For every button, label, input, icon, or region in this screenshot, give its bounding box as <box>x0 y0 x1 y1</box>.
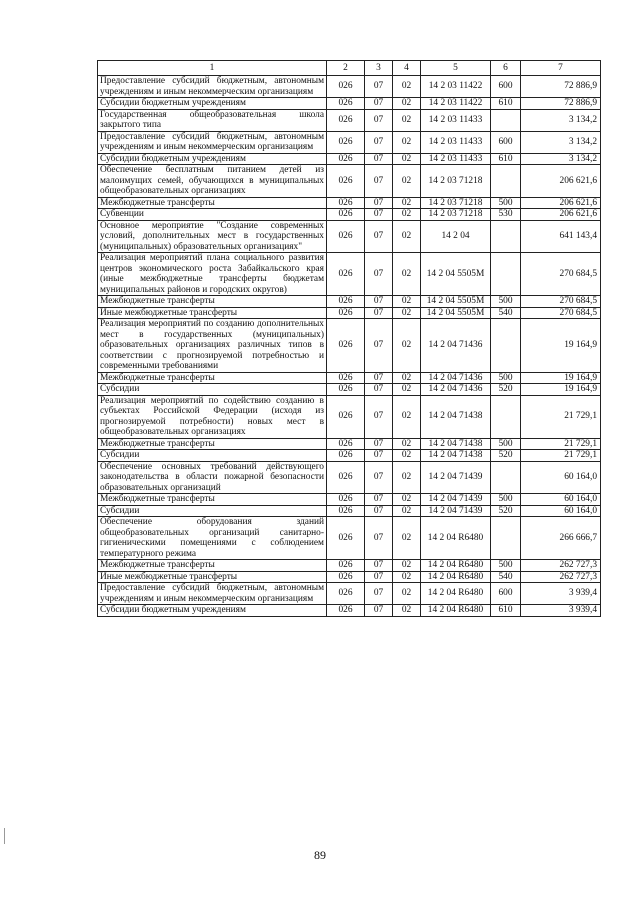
page-number: 89 <box>314 848 326 862</box>
row-expense-type-cell <box>491 220 521 253</box>
row-code-cell: 026 <box>327 505 365 517</box>
row-section-cell: 07 <box>365 605 393 617</box>
row-name-cell: Субвенции <box>98 209 327 221</box>
row-section-cell: 07 <box>365 296 393 308</box>
row-code-cell: 026 <box>327 296 365 308</box>
row-name-cell: Реализация мероприятий по созданию дополнительных мест в государственных (муниципальных) образовательных организациях различных типов в соответствии с прогнозируемой потребностью и современными требованиями <box>98 319 327 373</box>
row-code-cell: 026 <box>327 307 365 319</box>
table-row <box>98 209 601 221</box>
row-name-cell: Субсидии <box>98 384 327 396</box>
table-row <box>98 109 601 131</box>
row-target-article-cell: 14 2 03 11433 <box>421 109 491 131</box>
row-section-cell: 07 <box>365 109 393 131</box>
row-amount-cell: 19 164,9 <box>521 372 601 384</box>
row-section-cell: 07 <box>365 220 393 253</box>
row-code-cell: 026 <box>327 461 365 494</box>
row-target-article-cell: 14 2 03 71218 <box>421 209 491 221</box>
row-target-article-cell: 14 2 03 11422 <box>421 98 491 110</box>
table-row <box>98 583 601 605</box>
row-amount-cell: 21 729,1 <box>521 395 601 438</box>
row-section-cell: 07 <box>365 307 393 319</box>
scan-edge-mark <box>4 828 5 844</box>
table-row <box>98 571 601 583</box>
table-row <box>98 319 601 373</box>
row-code-cell: 026 <box>327 209 365 221</box>
row-section-cell: 07 <box>365 494 393 506</box>
table-row <box>98 76 601 98</box>
column-header-1: 1 <box>98 61 327 76</box>
table-row <box>98 153 601 165</box>
row-subsection-cell: 02 <box>393 450 421 462</box>
row-section-cell: 07 <box>365 319 393 373</box>
row-target-article-cell: 14 2 03 11422 <box>421 76 491 98</box>
row-subsection-cell: 02 <box>393 131 421 153</box>
row-subsection-cell: 02 <box>393 461 421 494</box>
row-expense-type-cell <box>491 253 521 296</box>
row-name-cell: Предоставление субсидий бюджетным, автономным учреждениям и иным некоммерческим организациям <box>98 583 327 605</box>
table-row <box>98 384 601 396</box>
row-target-article-cell: 14 2 04 R6480 <box>421 583 491 605</box>
row-section-cell: 07 <box>365 560 393 572</box>
row-expense-type-cell: 600 <box>491 131 521 153</box>
row-amount-cell: 60 164,0 <box>521 494 601 506</box>
row-amount-cell: 3 939,4 <box>521 605 601 617</box>
budget-table <box>97 60 601 617</box>
row-subsection-cell: 02 <box>393 165 421 198</box>
row-subsection-cell: 02 <box>393 395 421 438</box>
row-target-article-cell: 14 2 04 71438 <box>421 450 491 462</box>
row-subsection-cell: 02 <box>393 253 421 296</box>
row-amount-cell: 72 886,9 <box>521 76 601 98</box>
row-section-cell: 07 <box>365 98 393 110</box>
row-name-cell: Обеспечение бесплатным питанием детей из малоимущих семей, обучающихся в муниципальных общеобразовательных организациях <box>98 165 327 198</box>
row-expense-type-cell: 500 <box>491 438 521 450</box>
row-amount-cell: 206 621,6 <box>521 197 601 209</box>
row-amount-cell: 3 939,4 <box>521 583 601 605</box>
row-name-cell: Субсидии <box>98 505 327 517</box>
row-expense-type-cell: 500 <box>491 197 521 209</box>
column-header-2: 2 <box>327 61 365 76</box>
row-name-cell: Иные межбюджетные трансферты <box>98 571 327 583</box>
row-subsection-cell: 02 <box>393 560 421 572</box>
row-amount-cell: 262 727,3 <box>521 571 601 583</box>
row-target-article-cell: 14 2 03 71218 <box>421 165 491 198</box>
table-row <box>98 98 601 110</box>
row-amount-cell: 3 134,2 <box>521 109 601 131</box>
row-code-cell: 026 <box>327 372 365 384</box>
table-body <box>98 76 601 617</box>
row-subsection-cell: 02 <box>393 438 421 450</box>
row-subsection-cell: 02 <box>393 571 421 583</box>
row-expense-type-cell: 520 <box>491 384 521 396</box>
row-code-cell: 026 <box>327 109 365 131</box>
row-code-cell: 026 <box>327 197 365 209</box>
table-row <box>98 307 601 319</box>
row-section-cell: 07 <box>365 450 393 462</box>
row-section-cell: 07 <box>365 395 393 438</box>
row-name-cell: Межбюджетные трансферты <box>98 296 327 308</box>
row-code-cell: 026 <box>327 450 365 462</box>
row-amount-cell: 60 164,0 <box>521 505 601 517</box>
row-expense-type-cell: 500 <box>491 560 521 572</box>
row-target-article-cell: 14 2 04 R6480 <box>421 517 491 560</box>
row-target-article-cell: 14 2 04 71439 <box>421 505 491 517</box>
table-row <box>98 296 601 308</box>
row-expense-type-cell: 600 <box>491 583 521 605</box>
row-subsection-cell: 02 <box>393 109 421 131</box>
row-amount-cell: 72 886,9 <box>521 98 601 110</box>
table-row <box>98 220 601 253</box>
row-target-article-cell: 14 2 04 5505М <box>421 253 491 296</box>
row-subsection-cell: 02 <box>393 153 421 165</box>
row-amount-cell: 19 164,9 <box>521 384 601 396</box>
row-code-cell: 026 <box>327 438 365 450</box>
row-expense-type-cell: 520 <box>491 505 521 517</box>
row-amount-cell: 21 729,1 <box>521 450 601 462</box>
row-name-cell: Межбюджетные трансферты <box>98 494 327 506</box>
row-section-cell: 07 <box>365 571 393 583</box>
table-row <box>98 197 601 209</box>
row-name-cell: Межбюджетные трансферты <box>98 197 327 209</box>
row-subsection-cell: 02 <box>393 220 421 253</box>
table-row <box>98 395 601 438</box>
row-subsection-cell: 02 <box>393 505 421 517</box>
row-name-cell: Межбюджетные трансферты <box>98 372 327 384</box>
row-section-cell: 07 <box>365 131 393 153</box>
table-row <box>98 494 601 506</box>
row-name-cell: Субсидии бюджетным учреждениям <box>98 605 327 617</box>
row-name-cell: Реализация мероприятий плана социального развития центров экономического роста Забайкальского края (иные межбюджетные трансферты бюджетам муниципальных районов и городских округов) <box>98 253 327 296</box>
row-expense-type-cell <box>491 319 521 373</box>
table-row <box>98 505 601 517</box>
row-subsection-cell: 02 <box>393 197 421 209</box>
row-subsection-cell: 02 <box>393 605 421 617</box>
row-amount-cell: 270 684,5 <box>521 296 601 308</box>
row-section-cell: 07 <box>365 165 393 198</box>
row-name-cell: Реализация мероприятий по содействию созданию в субъектах Российской Федерации (исходя из прогнозируемой потребности) новых мест в общеобразовательных организациях <box>98 395 327 438</box>
table-row <box>98 438 601 450</box>
row-section-cell: 07 <box>365 583 393 605</box>
row-amount-cell: 206 621,6 <box>521 165 601 198</box>
row-subsection-cell: 02 <box>393 209 421 221</box>
row-code-cell: 026 <box>327 131 365 153</box>
row-target-article-cell: 14 2 04 5505М <box>421 307 491 319</box>
row-expense-type-cell <box>491 517 521 560</box>
row-code-cell: 026 <box>327 319 365 373</box>
row-target-article-cell: 14 2 04 <box>421 220 491 253</box>
row-target-article-cell: 14 2 04 71438 <box>421 395 491 438</box>
row-amount-cell: 3 134,2 <box>521 131 601 153</box>
row-expense-type-cell <box>491 395 521 438</box>
row-code-cell: 026 <box>327 583 365 605</box>
row-expense-type-cell: 600 <box>491 76 521 98</box>
column-header-5: 5 <box>421 61 491 76</box>
row-section-cell: 07 <box>365 461 393 494</box>
row-subsection-cell: 02 <box>393 494 421 506</box>
table-row <box>98 253 601 296</box>
row-expense-type-cell: 610 <box>491 98 521 110</box>
row-target-article-cell: 14 2 03 11433 <box>421 131 491 153</box>
row-name-cell: Основное мероприятие "Создание современных условий, дополнительных мест в государственных (муниципальных) образовательных организациях" <box>98 220 327 253</box>
row-target-article-cell: 14 2 04 71436 <box>421 384 491 396</box>
row-amount-cell: 266 666,7 <box>521 517 601 560</box>
row-amount-cell: 270 684,5 <box>521 253 601 296</box>
row-target-article-cell: 14 2 04 71438 <box>421 438 491 450</box>
row-name-cell: Субсидии бюджетным учреждениям <box>98 98 327 110</box>
row-name-cell: Иные межбюджетные трансферты <box>98 307 327 319</box>
column-header-3: 3 <box>365 61 393 76</box>
row-target-article-cell: 14 2 04 71436 <box>421 372 491 384</box>
row-name-cell: Обеспечение оборудования зданий общеобразовательных организаций санитарно-гигиеническими помещениями с соблюдением температурного режима <box>98 517 327 560</box>
row-code-cell: 026 <box>327 571 365 583</box>
row-code-cell: 026 <box>327 494 365 506</box>
row-amount-cell: 3 134,2 <box>521 153 601 165</box>
row-name-cell: Обеспечение основных требований действующего законодательства в области пожарной безопасности образовательных организаций <box>98 461 327 494</box>
table-row <box>98 450 601 462</box>
row-target-article-cell: 14 2 04 R6480 <box>421 605 491 617</box>
row-section-cell: 07 <box>365 197 393 209</box>
row-subsection-cell: 02 <box>393 307 421 319</box>
row-name-cell: Межбюджетные трансферты <box>98 438 327 450</box>
row-target-article-cell: 14 2 04 71436 <box>421 319 491 373</box>
row-subsection-cell: 02 <box>393 296 421 308</box>
row-name-cell: Предоставление субсидий бюджетным, автономным учреждениям и иным некоммерческим организациям <box>98 131 327 153</box>
table-row <box>98 131 601 153</box>
row-code-cell: 026 <box>327 253 365 296</box>
row-amount-cell: 641 143,4 <box>521 220 601 253</box>
row-expense-type-cell: 500 <box>491 372 521 384</box>
row-name-cell: Субсидии <box>98 450 327 462</box>
row-subsection-cell: 02 <box>393 319 421 373</box>
row-expense-type-cell: 610 <box>491 605 521 617</box>
row-section-cell: 07 <box>365 253 393 296</box>
row-amount-cell: 21 729,1 <box>521 438 601 450</box>
table-row <box>98 165 601 198</box>
row-target-article-cell: 14 2 03 71218 <box>421 197 491 209</box>
row-expense-type-cell <box>491 165 521 198</box>
row-amount-cell: 206 621,6 <box>521 209 601 221</box>
row-code-cell: 026 <box>327 165 365 198</box>
row-subsection-cell: 02 <box>393 76 421 98</box>
row-name-cell: Субсидии бюджетным учреждениям <box>98 153 327 165</box>
row-section-cell: 07 <box>365 505 393 517</box>
row-expense-type-cell: 530 <box>491 209 521 221</box>
row-section-cell: 07 <box>365 517 393 560</box>
row-code-cell: 026 <box>327 395 365 438</box>
row-subsection-cell: 02 <box>393 517 421 560</box>
row-section-cell: 07 <box>365 372 393 384</box>
row-code-cell: 026 <box>327 98 365 110</box>
table-row <box>98 372 601 384</box>
row-code-cell: 026 <box>327 384 365 396</box>
row-code-cell: 026 <box>327 605 365 617</box>
column-header-7: 7 <box>521 61 601 76</box>
row-expense-type-cell: 500 <box>491 296 521 308</box>
row-target-article-cell: 14 2 04 R6480 <box>421 571 491 583</box>
table-row <box>98 461 601 494</box>
row-code-cell: 026 <box>327 76 365 98</box>
row-target-article-cell: 14 2 04 5505М <box>421 296 491 308</box>
row-code-cell: 026 <box>327 153 365 165</box>
row-target-article-cell: 14 2 04 R6480 <box>421 560 491 572</box>
column-header-6: 6 <box>491 61 521 76</box>
row-name-cell: Государственная общеобразовательная школа закрытого типа <box>98 109 327 131</box>
row-amount-cell: 262 727,3 <box>521 560 601 572</box>
row-amount-cell: 60 164,0 <box>521 461 601 494</box>
table-row <box>98 605 601 617</box>
row-expense-type-cell: 540 <box>491 307 521 319</box>
row-amount-cell: 270 684,5 <box>521 307 601 319</box>
row-subsection-cell: 02 <box>393 98 421 110</box>
row-amount-cell: 19 164,9 <box>521 319 601 373</box>
table-row <box>98 517 601 560</box>
row-subsection-cell: 02 <box>393 372 421 384</box>
row-code-cell: 026 <box>327 220 365 253</box>
row-code-cell: 026 <box>327 560 365 572</box>
row-section-cell: 07 <box>365 153 393 165</box>
row-section-cell: 07 <box>365 76 393 98</box>
row-target-article-cell: 14 2 04 71439 <box>421 494 491 506</box>
row-target-article-cell: 14 2 03 11433 <box>421 153 491 165</box>
row-expense-type-cell: 500 <box>491 494 521 506</box>
row-code-cell: 026 <box>327 517 365 560</box>
table-row <box>98 560 601 572</box>
row-subsection-cell: 02 <box>393 384 421 396</box>
column-header-4: 4 <box>393 61 421 76</box>
row-section-cell: 07 <box>365 209 393 221</box>
row-expense-type-cell: 540 <box>491 571 521 583</box>
row-subsection-cell: 02 <box>393 583 421 605</box>
row-name-cell: Межбюджетные трансферты <box>98 560 327 572</box>
row-name-cell: Предоставление субсидий бюджетным, автономным учреждениям и иным некоммерческим организациям <box>98 76 327 98</box>
row-target-article-cell: 14 2 04 71439 <box>421 461 491 494</box>
row-expense-type-cell: 520 <box>491 450 521 462</box>
row-expense-type-cell <box>491 109 521 131</box>
row-section-cell: 07 <box>365 438 393 450</box>
row-expense-type-cell: 610 <box>491 153 521 165</box>
row-section-cell: 07 <box>365 384 393 396</box>
table-header-row <box>98 61 601 76</box>
row-expense-type-cell <box>491 461 521 494</box>
